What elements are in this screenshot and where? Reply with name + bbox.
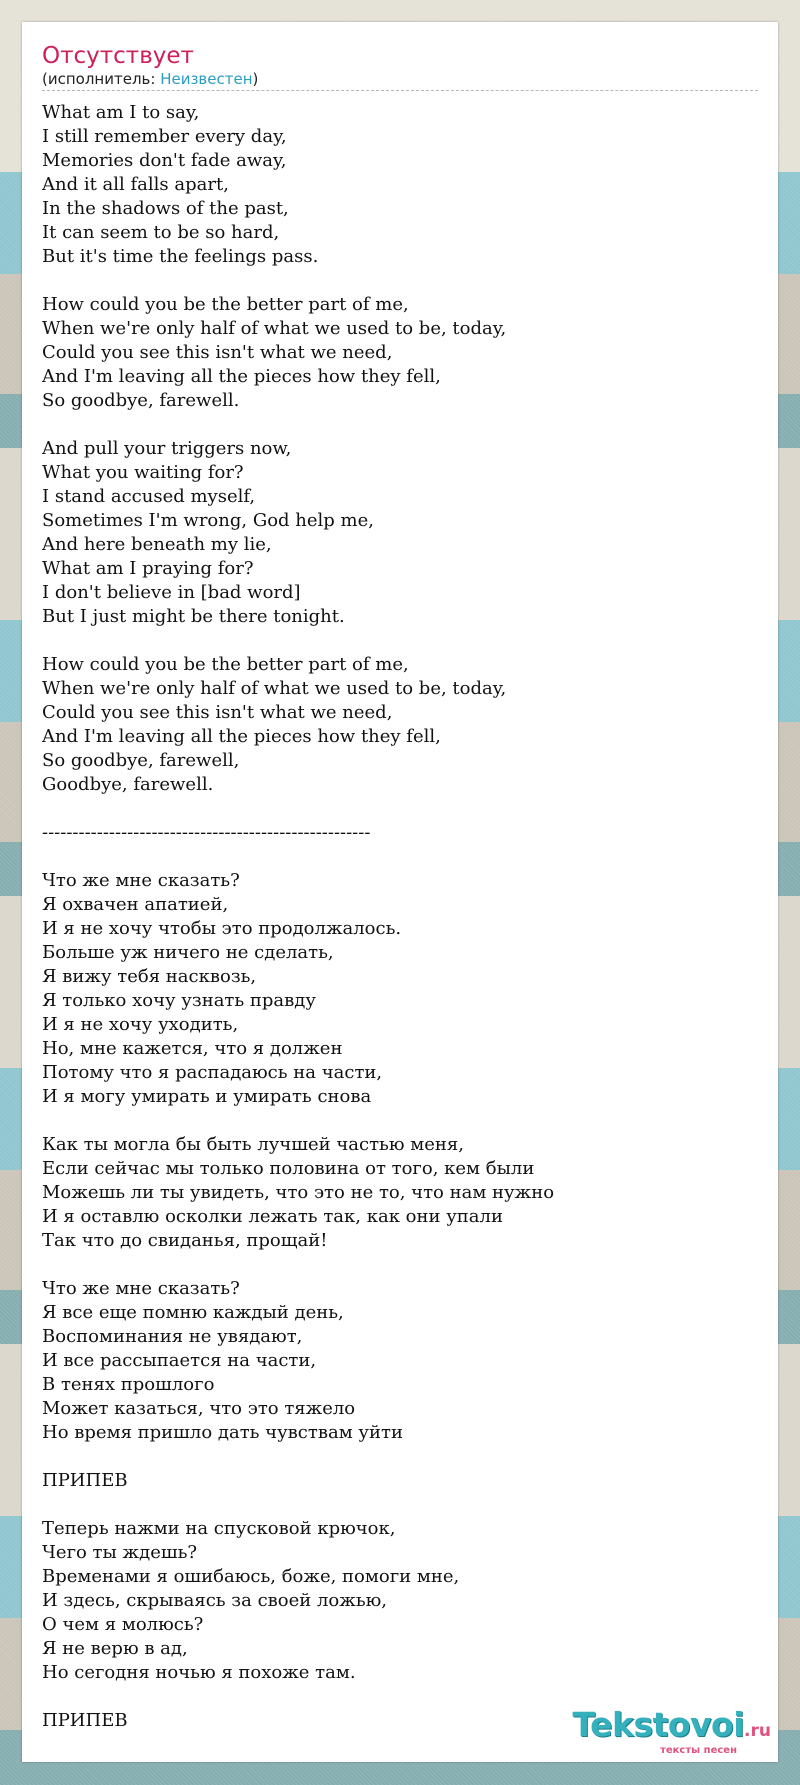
site-logo[interactable] — [566, 1705, 771, 1756]
lyric-line: What you waiting for? — [42, 462, 244, 483]
lyric-line: I don't believe in [bad word] — [42, 582, 301, 603]
lyric-line: Так что до свиданья, прощай! — [42, 1230, 328, 1251]
lyric-line: Может казаться, что это тяжело — [42, 1398, 356, 1419]
lyric-line: How could you be the better part of me, — [42, 654, 409, 675]
lyric-line: So goodbye, farewell. — [42, 390, 240, 411]
artist-prefix: (исполнитель: — [42, 70, 161, 88]
lyric-line: Sometimes I'm wrong, God help me, — [42, 510, 374, 531]
lyric-line: Я все еще помню каждый день, — [42, 1302, 344, 1323]
lyric-line: Если сейчас мы только половина от того, кем были — [42, 1158, 535, 1179]
lyric-line — [42, 1109, 758, 1133]
lyric-line: How could you be the better part of me, — [42, 294, 409, 315]
artist-suffix: ) — [252, 70, 259, 88]
lyric-line: Чего ты ждешь? — [42, 1542, 198, 1563]
lyric-line: Я вижу тебя насквозь, — [42, 966, 257, 987]
lyric-line: Временами я ошибаюсь, боже, помоги мне, — [42, 1566, 460, 1587]
lyric-line: ПРИПЕВ — [42, 1710, 128, 1731]
lyric-line: Теперь нажми на спусковой крючок, — [42, 1518, 396, 1539]
lyric-line: Но сегодня ночью я похоже там. — [42, 1662, 356, 1683]
lyric-line: Потому что я распадаюсь на части, — [42, 1062, 383, 1083]
lyric-line: And pull your triggers now, — [42, 438, 292, 459]
lyric-line — [42, 629, 758, 653]
lyric-line: I stand accused myself, — [42, 486, 256, 507]
lyric-line: Что же мне сказать? — [42, 1278, 240, 1299]
lyric-line: And it all falls apart, — [42, 174, 229, 195]
lyric-line: И я могу умирать и умирать снова — [42, 1086, 372, 1107]
lyric-line: When we're only half of what we used to be, today, — [42, 318, 507, 339]
lyric-line: И я оставлю осколки лежать так, как они упали — [42, 1206, 503, 1227]
lyric-line: And here beneath my lie, — [42, 534, 272, 555]
lyric-line — [42, 1253, 758, 1277]
lyric-line: Можешь ли ты увидеть, что это не то, что нам нужно — [42, 1182, 555, 1203]
lyric-line: So goodbye, farewell, — [42, 750, 240, 771]
lyric-line — [42, 269, 758, 293]
lyric-line — [42, 413, 758, 437]
artist-link[interactable]: Неизвестен — [160, 70, 253, 88]
lyric-line: Но время пришло дать чувствам уйти — [42, 1422, 403, 1443]
lyric-line: И здесь, скрываясь за своей ложью, — [42, 1590, 388, 1611]
lyric-line: Больше уж ничего не сделать, — [42, 942, 334, 963]
lyric-line: Я охвачен апатией, — [42, 894, 229, 915]
lyric-line: In the shadows of the past, — [42, 198, 289, 219]
lyric-line: Goodbye, farewell. — [42, 774, 214, 795]
lyric-line: Could you see this isn't what we need, — [42, 702, 393, 723]
artist-line — [42, 71, 758, 88]
logo-wordmark — [566, 1707, 771, 1749]
lyric-line: И все рассыпается на части, — [42, 1350, 317, 1371]
lyric-line — [42, 797, 758, 821]
lyric-line: ------------------------------------------------------ — [42, 822, 371, 843]
lyric-line: What am I praying for? — [42, 558, 254, 579]
lyric-line: В тенях прошлого — [42, 1374, 215, 1395]
lyrics-card — [22, 22, 778, 1762]
lyric-line: Я только хочу узнать правду — [42, 990, 316, 1011]
lyric-line — [42, 1493, 758, 1517]
lyric-line: What am I to say, — [42, 102, 200, 123]
lyric-line: Как ты могла бы быть лучшей частью меня, — [42, 1134, 464, 1155]
song-header — [42, 41, 758, 91]
lyric-line: Memories don't fade away, — [42, 150, 287, 171]
lyric-line: Воспоминания не увядают, — [42, 1326, 303, 1347]
lyric-line: И я не хочу чтобы это продолжалось. — [42, 918, 402, 939]
logo-tld: .ru — [744, 1721, 771, 1741]
lyrics-text — [42, 101, 758, 1733]
lyric-line: ПРИПЕВ — [42, 1470, 128, 1491]
lyric-line: And I'm leaving all the pieces how they fell, — [42, 366, 441, 387]
lyric-line: И я не хочу уходить, — [42, 1014, 239, 1035]
lyric-line: But it's time the feelings pass. — [42, 246, 319, 267]
logo-tagline: тексты песен — [660, 1745, 737, 1756]
lyric-line — [42, 845, 758, 869]
lyric-line: But I just might be there tonight. — [42, 606, 345, 627]
lyric-line — [42, 1445, 758, 1469]
logo-name: Tekstovoi — [572, 1705, 745, 1744]
lyric-line: Что же мне сказать? — [42, 870, 240, 891]
lyric-line: О чем я молюсь? — [42, 1614, 204, 1635]
lyric-line: Я не верю в ад, — [42, 1638, 188, 1659]
song-title: Отсутствует — [42, 43, 194, 69]
lyric-line: And I'm leaving all the pieces how they fell, — [42, 726, 441, 747]
lyric-line: Could you see this isn't what we need, — [42, 342, 393, 363]
lyric-line: Но, мне кажется, что я должен — [42, 1038, 343, 1059]
lyric-line: I still remember every day, — [42, 126, 287, 147]
lyric-line: It can seem to be so hard, — [42, 222, 280, 243]
lyric-line: When we're only half of what we used to be, today, — [42, 678, 507, 699]
